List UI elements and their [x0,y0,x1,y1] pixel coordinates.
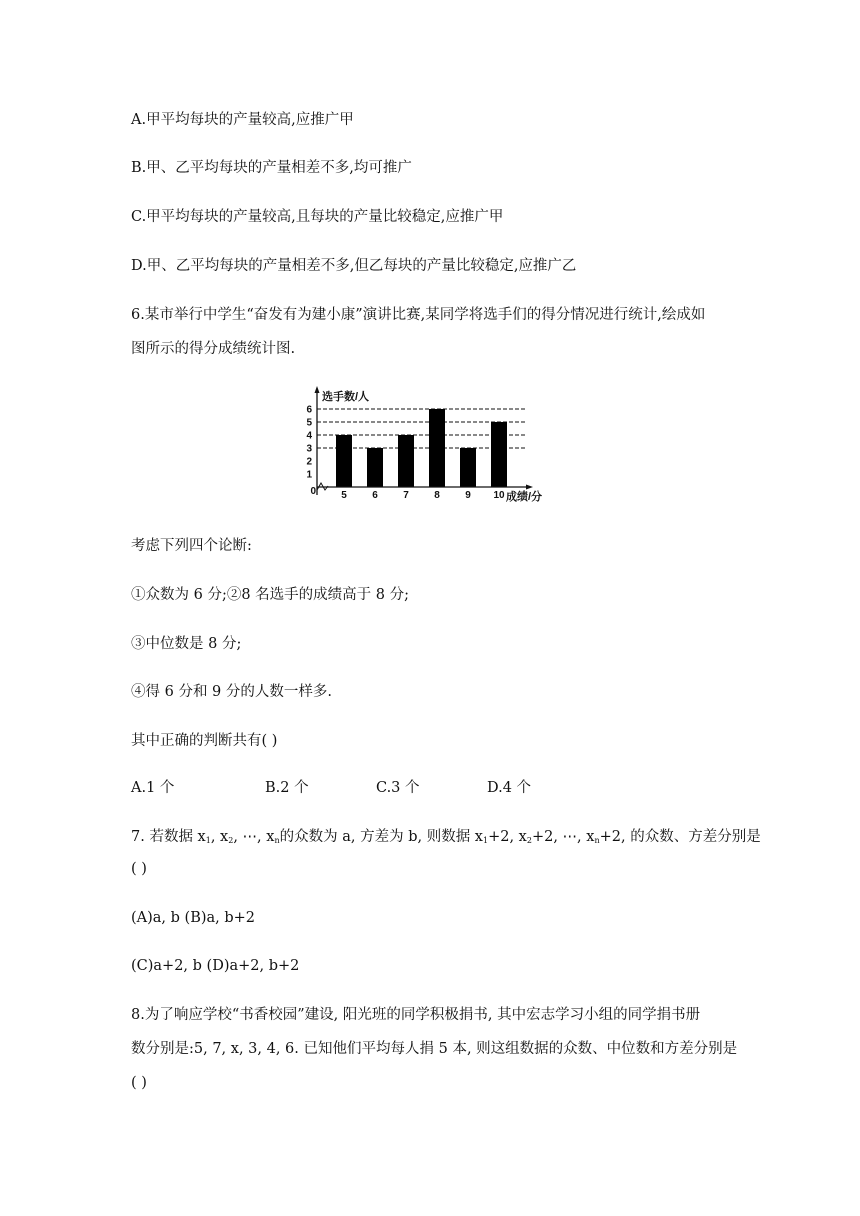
q5-option-b: B.甲、乙平均每块的产量相差不多,均可推广 [131,160,412,176]
q7-sub-nb: n [594,836,600,845]
q8-stem-line1: 8.为了响应学校“书香校园”建设, 阳光班的同学积极捐书, 其中宏志学习小组的同学捐书册 [131,1007,701,1023]
q7-sub-1: 1 [205,836,211,845]
q6-option-c: C.3 个 [376,780,420,796]
q7-plus-two: +2, [599,829,631,845]
q8-stem-line2: 数分别是:5, 7, x, 3, 4, 6. 已知他们平均每人捐 5 本, 则这组数据的众数、中位数和方差分别是 [131,1041,738,1057]
y-tick-label: 4 [306,430,312,442]
q6-intro: 考虑下列四个论断: [131,538,252,554]
q5-option-c: C.甲平均每块的产量较高,且每块的产量比较稳定,应推广甲 [131,209,504,225]
x-tick-label: 6 [372,490,378,501]
x-tick-label: 5 [341,490,347,501]
bar-8 [429,409,445,487]
score-bar-chart [300,382,560,504]
q8-stem-line3: ( ) [131,1075,147,1091]
y-axis-label: 选手数/人 [322,391,370,403]
q6-stem-line1: 6.某市举行中学生“奋发有为建小康”演讲比赛,某同学将选手们的得分情况进行统计,绘成如 [131,307,706,323]
q5-option-d: D.甲、乙平均每块的产量相差不多,但乙每块的产量比较稳定,应推广乙 [131,258,577,274]
y-tick-label: 0 [310,486,316,497]
q7-text-end: 的众数、方差分别是 [630,829,761,845]
x-axis-arrow [526,485,533,490]
q7-sub-n: n [274,836,280,845]
q6-statement-1-2: ①众数为 6 分;②8 名选手的成绩高于 8 分; [131,587,409,603]
x-tick-label: 10 [493,490,505,501]
x-tick-label: 8 [434,490,440,501]
q7-plus2-sep-1: +2, x [488,829,527,845]
q7-text-mid: 的众数为 a, 方差为 b, 则数据 x [279,829,483,845]
y-tick-label: 1 [306,469,312,481]
q5-option-a: A.甲平均每块的产量较高,应推广甲 [131,112,354,128]
y-tick-label: 3 [306,443,312,455]
bar-6 [367,448,383,487]
q7-sep-2: , ⋯, x [233,829,275,845]
q7-options-cd: (C)a+2, b (D)a+2, b+2 [131,958,300,974]
q7-stem-line1 [131,827,761,851]
y-tick-label: 6 [306,404,312,416]
y-axis-arrow [315,386,320,393]
bar-5 [336,435,352,487]
q7-sub-2b: 2 [526,836,532,845]
q6-stem-line2: 图所示的得分成绩统计图. [131,341,296,357]
q6-statement-3: ③中位数是 8 分; [131,636,242,652]
q7-options-ab: (A)a, b (B)a, b+2 [131,910,256,926]
x-tick-label: 9 [465,490,471,501]
x-axis-label: 成绩/分 [506,491,543,503]
y-tick-label: 2 [306,456,312,468]
q7-stem-line2: ( ) [131,861,147,877]
bar-10 [491,422,507,487]
q7-plus2-sep-2: +2, ⋯, x [531,829,595,845]
bar-7 [398,435,414,487]
q7-text-prefix: 7. 若数据 x [131,829,206,845]
q6-question: 其中正确的判断共有( ) [131,733,278,749]
q6-option-d: D.4 个 [487,780,532,796]
q7-sub-2: 2 [228,836,234,845]
q6-option-b: B.2 个 [265,780,309,796]
y-tick-label: 5 [306,417,312,429]
q6-statement-4: ④得 6 分和 9 分的人数一样多. [131,684,332,700]
x-tick-label: 7 [403,490,409,501]
q7-sub-1b: 1 [482,836,489,845]
q7-sep-1: , x [210,829,229,845]
bar-9 [460,448,476,487]
q6-option-a: A.1 个 [131,780,175,796]
